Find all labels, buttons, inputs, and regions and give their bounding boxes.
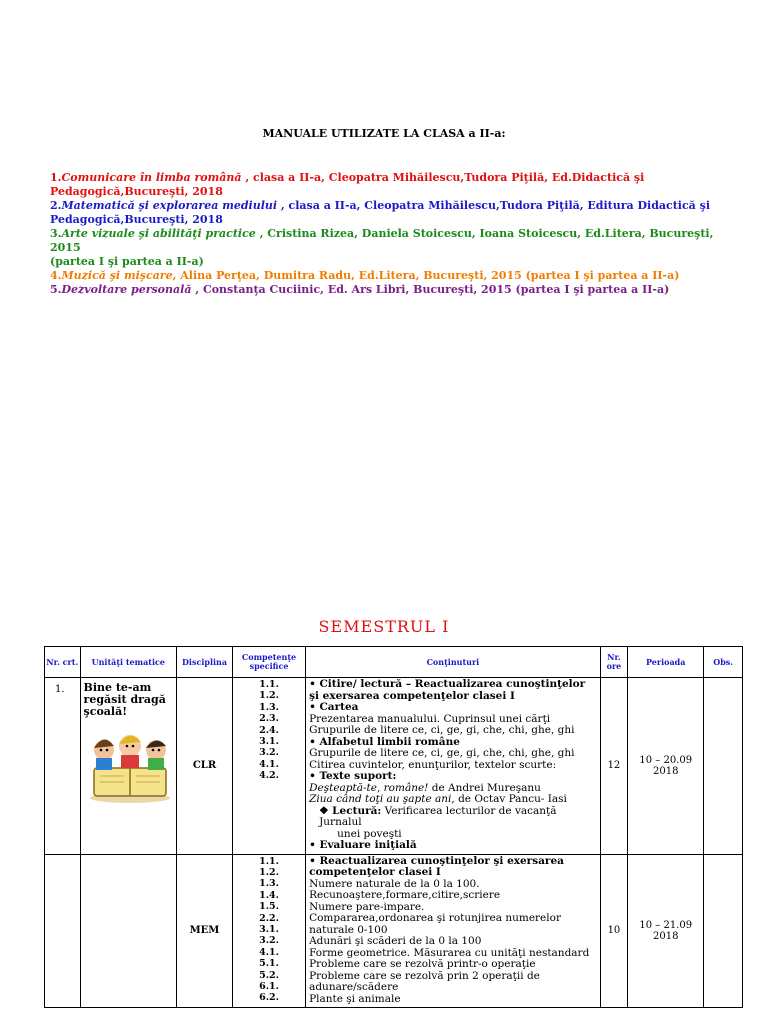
text-title: Deşteaptă-te, române!	[309, 781, 429, 794]
content-line: • Cartea	[309, 701, 359, 713]
competence: 6.2.	[259, 992, 279, 1004]
competence: 4.1.	[259, 758, 279, 770]
content-line: • Evaluare iniţială	[309, 839, 417, 851]
manual-num: 3.	[50, 227, 62, 240]
competence: 3.1.	[259, 923, 279, 935]
row-unit	[80, 854, 177, 1008]
row-period: 10 – 21.09 2018	[628, 854, 704, 1008]
row-nr	[45, 854, 81, 1008]
competence: 1.4.	[259, 889, 279, 901]
content-line: Numere pare-impare.	[309, 900, 425, 913]
manual-subject: Matematică şi explorarea mediului	[61, 199, 278, 212]
row-unit	[80, 678, 177, 855]
manual-num: 5.	[50, 283, 62, 296]
row-discipline: MEM	[177, 854, 233, 1008]
header-nr: Nr. crt.	[45, 647, 81, 678]
text-title: Ziua când toţi au şapte ani	[309, 793, 452, 805]
row-obs	[704, 678, 743, 855]
header-contents: Conţinuturi	[306, 647, 601, 678]
content-line: Grupurile de litere ce, ci, ge, gi, che, chi, ghe, ghi	[309, 724, 575, 736]
header-period: Perioada	[628, 647, 704, 678]
manual-subject: Dezvoltare personală	[61, 283, 192, 296]
table-row	[45, 678, 743, 855]
content-line: Probleme care se rezolvă prin 2 operaţii de adunare/scădere	[309, 969, 540, 993]
manual-details: , Alina Perţea, Dumitra Radu, Ed.Litera, Bucureşti, 2015 (partea I şi partea a II-a)	[172, 269, 680, 282]
competence: 1.3.	[259, 878, 279, 890]
page-title: MANUALE UTILIZATE LA CLASA a II-a:	[262, 127, 506, 140]
manual-4	[50, 269, 730, 283]
content-line: Plante şi animale	[309, 992, 401, 1005]
semester-heading: SEMESTRUL I	[318, 617, 450, 636]
manual-details-cont: (partea I şi partea a II-a)	[50, 255, 204, 268]
row-contents	[306, 854, 601, 1008]
row-hours: 12	[600, 678, 627, 855]
manual-subject: Comunicare în limba română	[61, 171, 242, 184]
competence: 1.1.	[259, 855, 279, 867]
competence: 1.2.	[259, 866, 279, 878]
competence: 5.1.	[259, 958, 279, 970]
competence: 2.3.	[259, 713, 279, 725]
content-line: Recunoaştere,formare,citire,scriere	[309, 889, 501, 901]
row-period: 10 – 20.09 2018	[628, 678, 704, 855]
competence: 2.2.	[259, 912, 279, 924]
manual-3	[50, 227, 730, 269]
unit-title: Bine te-am regăsit dragă şcoală!	[83, 681, 166, 718]
content-line: • Reactualizarea cunoştinţelor şi exersarea competenţelor clasei I	[309, 854, 564, 878]
manual-num: 1.	[50, 171, 62, 184]
table-row	[45, 854, 743, 1008]
competence: 6.1.	[259, 980, 279, 992]
content-line: Numere naturale de la 0 la 100.	[309, 877, 480, 890]
row-competences	[232, 854, 305, 1008]
competence: 1.1.	[259, 679, 279, 690]
manual-details-cont: Pedagogică,Bucureşti, 2018	[50, 185, 223, 198]
competence: 4.2.	[259, 770, 279, 782]
text-author: de Andrei Mureşanu	[428, 781, 541, 794]
competence: 1.5.	[259, 901, 279, 913]
competence: 2.4.	[259, 724, 279, 736]
manual-details: , Cristina Rizea, Daniela Stoicescu, Ioana Stoicescu, Ed.Litera, Bucureşti, 2015	[50, 227, 714, 254]
manual-num: 2.	[50, 199, 62, 212]
content-line: unei poveşti	[337, 827, 402, 840]
content-line: Forme geometrice. Măsurarea cu unităţi nestandard	[309, 946, 590, 959]
row-competences	[232, 678, 305, 855]
manual-subject: Muzică şi mişcare	[61, 269, 173, 282]
competence: 3.1.	[259, 736, 279, 748]
manual-2	[50, 199, 730, 227]
row-nr: 1.	[45, 678, 81, 855]
competence: 1.2.	[259, 690, 279, 702]
competence: 4.1.	[259, 946, 279, 958]
row-obs	[704, 854, 743, 1008]
children-reading-book-icon	[84, 724, 176, 804]
row-discipline: CLR	[177, 678, 233, 855]
manual-subject: Arte vizuale şi abilităţi practice	[61, 227, 256, 240]
header-discipline: Disciplina	[177, 647, 233, 678]
manual-5	[50, 283, 730, 297]
content-line: Citirea cuvintelor, enunţurilor, textelor scurte:	[309, 758, 557, 771]
competence: 1.3.	[259, 701, 279, 713]
manual-details: , Constanţa Cuciinic, Ed. Ars Libri, Bucureşti, 2015 (partea I şi partea a II-a)	[191, 283, 670, 296]
lecture-label: ❖ Lectură:	[319, 804, 382, 817]
competence: 5.2.	[259, 969, 279, 981]
content-line: Probleme care se rezolvă printr-o operaţie	[309, 958, 536, 970]
content-line: Compararea,ordonarea şi rotunjirea numerelor naturale 0-100	[309, 912, 561, 936]
manual-details: , clasa a II-a, Cleopatra Mihăilescu,Tudora Piţilă, Ed.Didactică şi	[241, 171, 645, 184]
text-author: , de Octav Pancu- Iasi	[451, 793, 567, 805]
header-competences: Competenţe specifice	[232, 647, 305, 678]
header-unit: Unităţi tematice	[80, 647, 177, 678]
row-contents	[306, 678, 601, 855]
header-obs: Obs.	[704, 647, 743, 678]
row-hours: 10	[600, 854, 627, 1008]
content-line: • Citire/ lectură – Reactualizarea cunoştinţelor şi exersarea competenţelor clasei I	[309, 678, 586, 702]
planning-table	[44, 646, 743, 1008]
manual-details: , clasa a II-a, Cleopatra Mihăilescu,Tudora Piţilă, Editura Didactică şi	[277, 199, 711, 212]
manuals-list	[50, 171, 730, 297]
manual-1	[50, 171, 730, 199]
manual-details-cont: Pedagogică,Bucureşti, 2018	[50, 213, 223, 226]
competence: 3.2.	[259, 747, 279, 759]
manual-num: 4.	[50, 269, 62, 282]
content-line	[309, 806, 597, 829]
content-line: • Alfabetul limbii române	[309, 735, 460, 748]
content-line: • Texte suport:	[309, 770, 397, 782]
table-header-row	[45, 647, 743, 678]
content-line: Adunări şi scăderi de la 0 la 100	[309, 935, 482, 947]
competence: 3.2.	[259, 935, 279, 947]
content-line: Grupurile de litere ce, ci, ge, gi, che, chi, ghe, ghi	[309, 747, 575, 759]
lecture-text: Verificarea lecturilor de vacanţă Jurnalul	[319, 804, 557, 828]
header-hours: Nr. ore	[600, 647, 627, 678]
content-line: Prezentarea manualului. Cuprinsul unei cărţi	[309, 712, 551, 725]
